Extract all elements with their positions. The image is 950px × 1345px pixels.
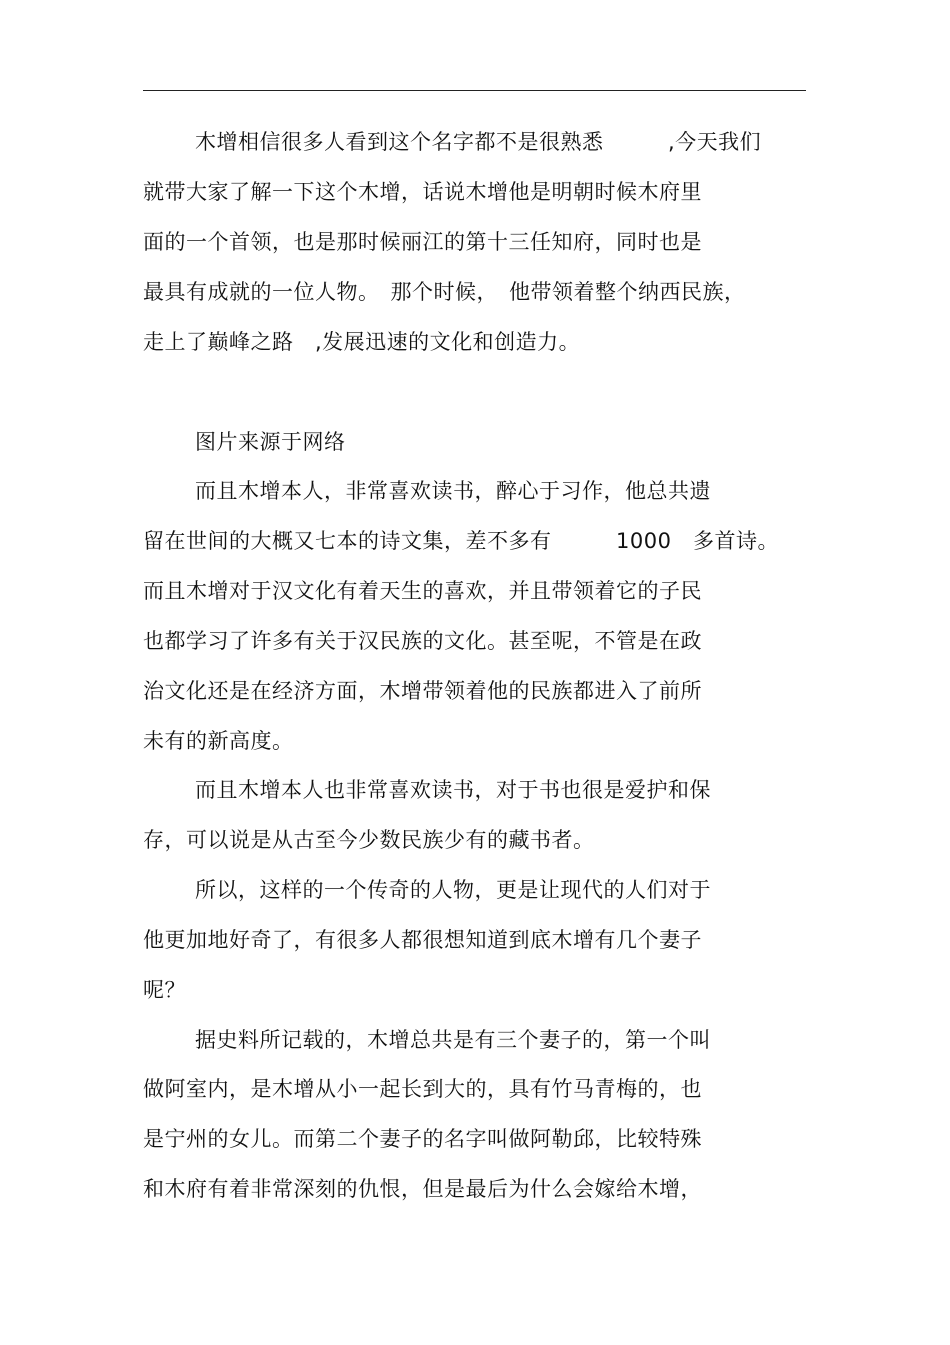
paragraph-1-line-2: 就带大家了解一下这个木增，话说木增他是明朝时候木府里	[143, 180, 702, 204]
paragraph-2-line-3: 而且木增对于汉文化有着天生的喜欢，并且带领着它的子民	[143, 579, 702, 603]
paragraph-5-line-4: 和木府有着非常深刻的仇恨，但是最后为什么会嫁给木增，	[143, 1177, 702, 1201]
header-rule	[143, 90, 806, 91]
paragraph-1-line-3: 面的一个首领，也是那时候丽江的第十三任知府，同时也是	[143, 230, 702, 254]
paragraph-5-line-3: 是宁州的女儿。而第二个妻子的名字叫做阿勒邱，比较特殊	[143, 1127, 702, 1151]
paragraph-2-line-4: 也都学习了许多有关于汉民族的文化。甚至呢，不管是在政	[143, 629, 702, 653]
paragraph-2-line-1: 而且木增本人，非常喜欢读书，醉心于习作，他总共遗	[195, 479, 711, 503]
paragraph-5-line-2: 做阿室内，是木增从小一起长到大的，具有竹马青梅的，也	[143, 1077, 702, 1101]
paragraph-4-line-1: 所以，这样的一个传奇的人物，更是让现代的人们对于	[195, 878, 711, 902]
paragraph-1-line-5: 走上了巅峰之路 ,发展迅速的文化和创造力。	[143, 330, 581, 354]
paragraph-5-line-1: 据史料所记载的，木增总共是有三个妻子的，第一个叫	[195, 1028, 711, 1052]
paragraph-3-line-2: 存，可以说是从古至今少数民族少有的藏书者。	[143, 828, 595, 852]
paragraph-4-line-2: 他更加地好奇了，有很多人都很想知道到底木增有几个妻子	[143, 928, 702, 952]
paragraph-2-line-5: 治文化还是在经济方面，木增带领着他的民族都进入了前所	[143, 679, 702, 703]
paragraph-2-line-6: 未有的新高度。	[143, 729, 294, 753]
image-caption: 图片来源于网络	[195, 430, 346, 454]
paragraph-2-line-2: 留在世间的大概又七本的诗文集，差不多有 1000 多首诗。	[143, 529, 779, 553]
paragraph-1-line-1: 木增相信很多人看到这个名字都不是很熟悉 ,今天我们	[195, 130, 762, 154]
paragraph-1-line-4: 最具有成就的一位人物。 那个时候， 他带领着整个纳西民族，	[143, 280, 746, 304]
paragraph-4-line-3: 呢？	[143, 978, 186, 1002]
paragraph-3-line-1: 而且木增本人也非常喜欢读书，对于书也很是爱护和保	[195, 778, 711, 802]
